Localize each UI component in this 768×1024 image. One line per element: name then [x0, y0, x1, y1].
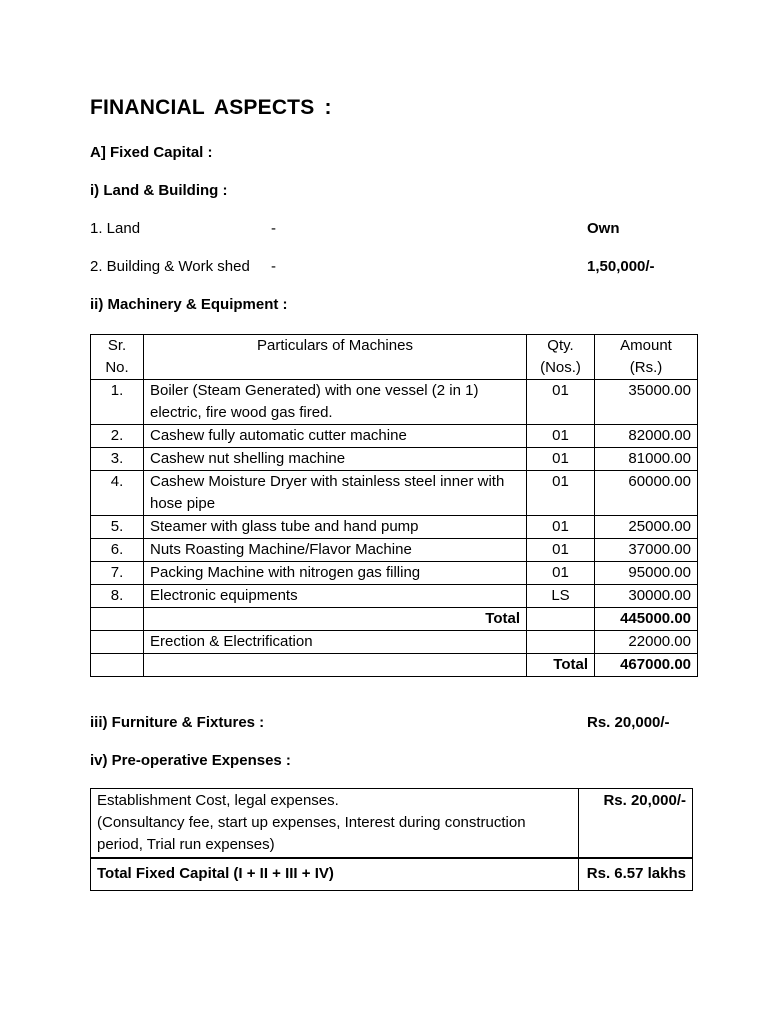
- preoperative-line1: Establishment Cost, legal expenses.: [97, 792, 339, 809]
- empty-cell: [527, 631, 595, 654]
- qty-cell: 01: [527, 539, 595, 562]
- building-dash: -: [271, 258, 276, 275]
- furniture-label: iii) Furniture & Fixtures :: [90, 714, 265, 731]
- table-row: [91, 380, 698, 425]
- sr-cell: 1.: [91, 380, 144, 425]
- qty-cell: 01: [527, 425, 595, 448]
- land-building-heading: i) Land & Building :: [90, 182, 228, 199]
- particulars-cell: Steamer with glass tube and hand pump: [144, 516, 527, 539]
- page-title: FINANCIAL ASPECTS :: [90, 96, 332, 119]
- table-row: [91, 585, 698, 608]
- amount-cell: 37000.00: [595, 539, 698, 562]
- qty-cell: 01: [527, 448, 595, 471]
- particulars-cell: Boiler (Steam Generated) with one vessel (2 in 1) electric, fire wood gas fired.: [144, 380, 527, 425]
- amount-cell: 60000.00: [595, 471, 698, 516]
- total-fixed-capital-label: Total Fixed Capital (I + II + III + IV): [91, 858, 579, 891]
- subtotal-label: Total: [144, 608, 527, 631]
- qty-cell: 01: [527, 516, 595, 539]
- sr-header: Sr. No.: [91, 335, 144, 380]
- erection-row: [91, 631, 698, 654]
- table-header-row: [91, 335, 698, 380]
- land-label: 1. Land: [90, 220, 141, 237]
- table-row: [91, 516, 698, 539]
- qty-header: Qty. (Nos.): [527, 335, 595, 380]
- amount-cell: 81000.00: [595, 448, 698, 471]
- preoperative-amount: Rs. 20,000/-: [579, 789, 693, 859]
- grand-total-amount: 467000.00: [595, 654, 698, 677]
- particulars-cell: Nuts Roasting Machine/Flavor Machine: [144, 539, 527, 562]
- particulars-cell: Cashew Moisture Dryer with stainless steel inner with hose pipe: [144, 471, 527, 516]
- amount-cell: 25000.00: [595, 516, 698, 539]
- preoperative-line2: (Consultancy fee, start up expenses, Interest during construction period, Trial run expenses): [97, 814, 526, 853]
- particulars-cell: Cashew nut shelling machine: [144, 448, 527, 471]
- table-row: [91, 471, 698, 516]
- qty-cell: 01: [527, 380, 595, 425]
- particulars-cell: Cashew fully automatic cutter machine: [144, 425, 527, 448]
- grand-total-label: Total: [527, 654, 595, 677]
- land-value: Own: [587, 220, 620, 237]
- grand-total-row: [91, 654, 698, 677]
- subtotal-row: [91, 608, 698, 631]
- land-dash: -: [271, 220, 276, 237]
- particulars-header: Particulars of Machines: [144, 335, 527, 380]
- machinery-heading: ii) Machinery & Equipment :: [90, 296, 288, 313]
- table-row: [91, 425, 698, 448]
- building-label: 2. Building & Work shed: [90, 258, 250, 275]
- total-fixed-capital-row: [91, 858, 693, 891]
- sr-cell: 7.: [91, 562, 144, 585]
- erection-amount: 22000.00: [595, 631, 698, 654]
- machinery-table: [90, 334, 698, 677]
- amount-cell: 95000.00: [595, 562, 698, 585]
- qty-cell: 01: [527, 471, 595, 516]
- amount-header: Amount (Rs.): [595, 335, 698, 380]
- table-row: [91, 539, 698, 562]
- sr-cell: 2.: [91, 425, 144, 448]
- preoperative-heading: iv) Pre-operative Expenses :: [90, 752, 291, 769]
- particulars-cell: Packing Machine with nitrogen gas filling: [144, 562, 527, 585]
- table-row: [91, 562, 698, 585]
- building-value: 1,50,000/-: [587, 258, 655, 275]
- qty-cell: LS: [527, 585, 595, 608]
- sr-cell: 6.: [91, 539, 144, 562]
- particulars-cell: Electronic equipments: [144, 585, 527, 608]
- qty-cell: 01: [527, 562, 595, 585]
- furniture-value: Rs. 20,000/-: [587, 714, 670, 731]
- empty-cell: [527, 608, 595, 631]
- amount-cell: 30000.00: [595, 585, 698, 608]
- empty-cell: [91, 654, 144, 677]
- sr-cell: 4.: [91, 471, 144, 516]
- total-fixed-capital-amount: Rs. 6.57 lakhs: [579, 858, 693, 891]
- subtotal-amount: 445000.00: [595, 608, 698, 631]
- preoperative-table: [90, 788, 693, 891]
- empty-cell: [91, 608, 144, 631]
- amount-cell: 35000.00: [595, 380, 698, 425]
- empty-cell: [144, 654, 527, 677]
- preoperative-description: [91, 789, 579, 859]
- empty-cell: [91, 631, 144, 654]
- sr-cell: 3.: [91, 448, 144, 471]
- erection-label: Erection & Electrification: [144, 631, 527, 654]
- table-row: [91, 789, 693, 859]
- table-row: [91, 448, 698, 471]
- amount-cell: 82000.00: [595, 425, 698, 448]
- fixed-capital-heading: A] Fixed Capital :: [90, 144, 213, 161]
- sr-cell: 5.: [91, 516, 144, 539]
- sr-cell: 8.: [91, 585, 144, 608]
